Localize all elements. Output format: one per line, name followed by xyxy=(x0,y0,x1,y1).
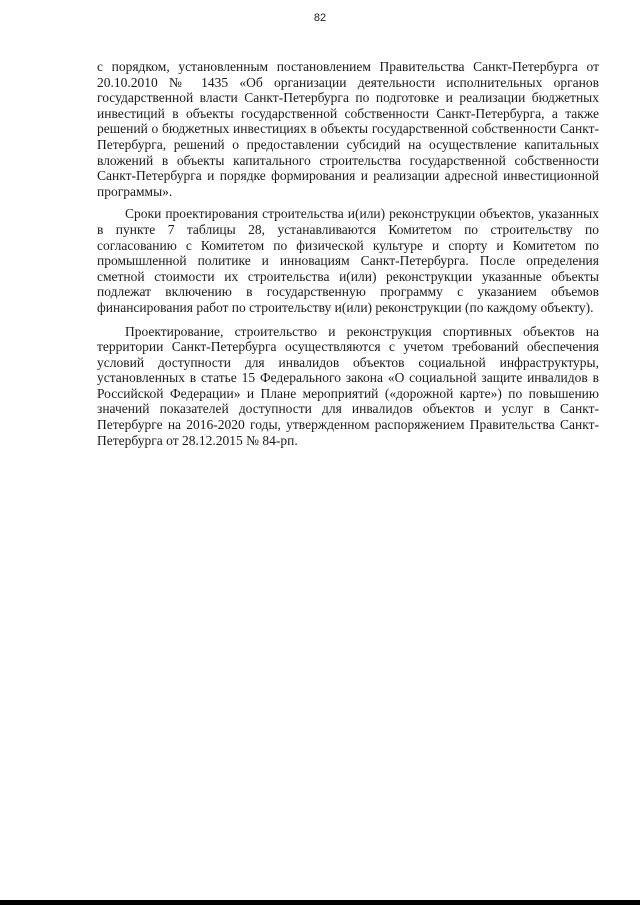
document-body xyxy=(97,59,599,448)
scan-bottom-edge xyxy=(0,900,640,905)
paragraph-design-terms: Сроки проектирования строительства и(или) реконструкции объектов, указанных в пункте 7 таблицы 28, устанавливаются Комитетом по строительству по согласованию с Комитетом по физической культуре и спорту и Комитетом по промышленной политике и инновациям Санкт-Петербурга. После определения сметной стоимости их строительства и(или) реконструкции указанные объекты подлежат включению в государственную программу с указанием объемов финансирования работ по строительству и(или) реконструкции (по каждому объекту). xyxy=(97,206,599,315)
page-number: 82 xyxy=(313,12,327,24)
paragraph-continuation: с порядком, установленным постановлением Правительства Санкт-Петербурга от 20.10.2010 № 1435 «Об организации деятельности исполнительных органов государственной власти Санкт-Петербурга по подготовке и реализации бюджетных инвестиций в объекты государственной собственности Санкт-Петербурга, а также решений о бюджетных инвестициях в объекты государственной собственности Санкт-Петербурга, решений о предоставлении субсидий на осуществление капитальных вложений в объекты капитального строительства государственной собственности Санкт-Петербурга и порядке формирования и реализации адресной инвестиционной программы». xyxy=(97,59,599,199)
paragraph-accessibility: Проектирование, строительство и реконструкция спортивных объектов на территории Санкт-Петербурга осуществляются с учетом требований обеспечения условий доступности для инвалидов объектов социальной инфраструктуры, установленных в статье 15 Федерального закона «О социальной защите инвалидов в Российской Федерации» и Плане мероприятий («дорожной карте») по повышению значений показателей доступности для инвалидов объектов и услуг в Санкт-Петербурге на 2016-2020 годы, утвержденном распоряжением Правительства Санкт-Петербурга от 28.12.2015 № 84-рп. xyxy=(97,323,599,448)
